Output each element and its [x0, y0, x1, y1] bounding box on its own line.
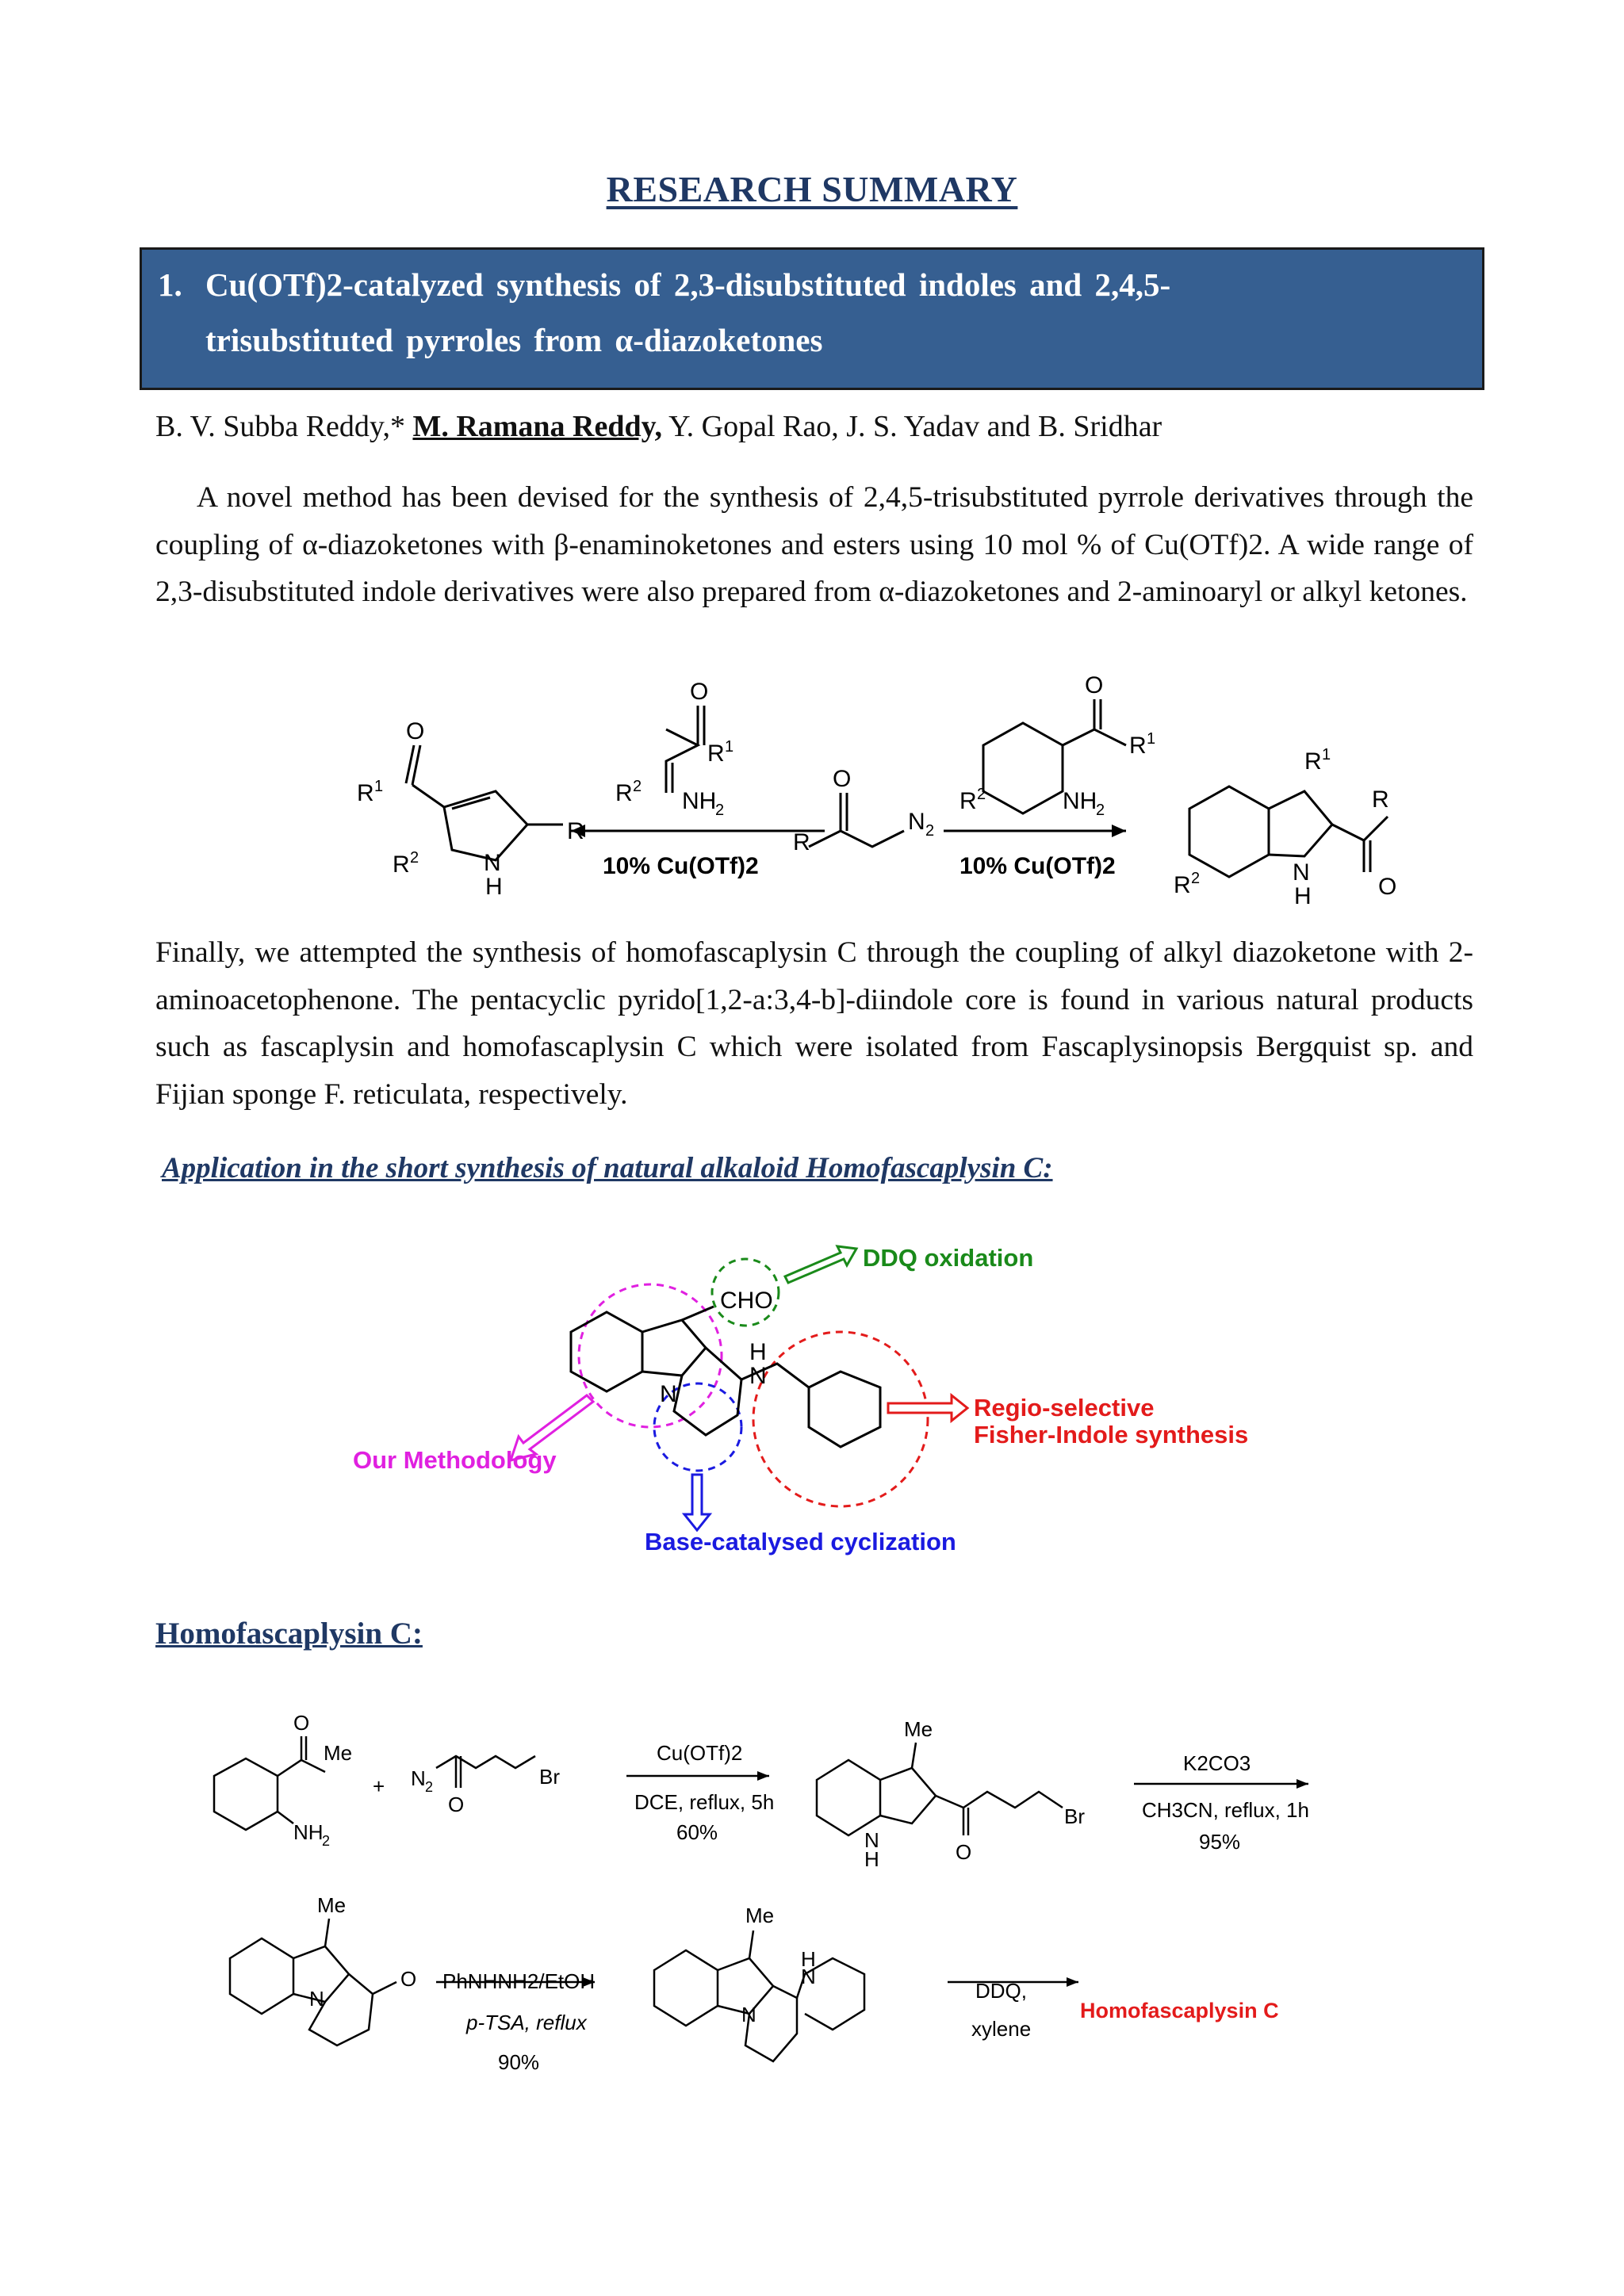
scheme-1 [333, 674, 1443, 912]
svg-text:Br: Br [1064, 1804, 1085, 1828]
svg-text:1: 1 [725, 738, 734, 756]
svg-text:N: N [864, 1828, 879, 1852]
svg-text:1: 1 [1147, 730, 1156, 748]
svg-text:1: 1 [374, 778, 384, 795]
scheme-2 [198, 1681, 1467, 2125]
svg-text:O: O [1378, 874, 1397, 900]
svg-text:O: O [833, 766, 852, 792]
svg-text:R: R [707, 740, 725, 767]
step2-yield: 95% [1199, 1830, 1241, 1854]
author-first: B. V. Subba Reddy,* [155, 410, 405, 443]
svg-text:N: N [660, 1381, 677, 1407]
svg-text:H: H [1294, 883, 1312, 909]
svg-text:NH: NH [682, 788, 717, 814]
svg-text:N: N [411, 1766, 426, 1790]
our-methodology-label: Our Methodology [353, 1446, 557, 1474]
svg-text:2: 2 [425, 1779, 434, 1795]
svg-text:+: + [373, 1774, 385, 1798]
svg-text:R: R [567, 818, 584, 844]
step4-solvent: xylene [971, 2017, 1032, 2041]
catalyst-left: 10% Cu(OTf)2 [603, 853, 759, 879]
svg-text:R: R [1372, 786, 1389, 813]
svg-text:Me: Me [324, 1741, 353, 1765]
svg-text:H: H [864, 1847, 879, 1871]
svg-text:Br: Br [539, 1765, 560, 1789]
svg-text:R: R [615, 780, 633, 806]
svg-text:H: H [801, 1947, 816, 1971]
svg-text:N: N [749, 1363, 767, 1389]
svg-text:N: N [1293, 859, 1310, 886]
step3-conditions: p-TSA, reflux [466, 2011, 587, 2034]
svg-text:R: R [1129, 733, 1147, 759]
step1-reagent: Cu(OTf)2 [657, 1741, 743, 1765]
application-heading: Application in the short synthesis of natural alkaloid Homofascaplysin C: [162, 1152, 1053, 1184]
svg-text:NH: NH [293, 1820, 324, 1844]
svg-text:2: 2 [410, 849, 419, 867]
author-highlighted: M. Ramana Reddy, [412, 410, 663, 443]
svg-text:N: N [801, 1965, 816, 1988]
svg-text:2: 2 [925, 822, 935, 840]
final-product-label: Homofascaplysin C [1080, 1999, 1279, 2022]
svg-text:O: O [956, 1840, 972, 1864]
step3-yield: 90% [498, 2050, 540, 2074]
svg-text:O: O [406, 718, 425, 744]
author-line [155, 409, 1162, 444]
svg-text:R: R [357, 780, 374, 806]
regio-label-1: Regio-selective [974, 1394, 1155, 1422]
svg-text:O: O [400, 1967, 417, 1991]
step1-yield: 60% [676, 1820, 718, 1844]
svg-text:N: N [741, 2003, 756, 2026]
abstract [155, 474, 1473, 616]
svg-text:O: O [690, 679, 709, 705]
svg-text:O: O [293, 1711, 310, 1735]
cho-label: CHO [720, 1288, 773, 1314]
svg-text:N: N [908, 809, 925, 835]
section-banner [140, 247, 1484, 390]
svg-text:N: N [484, 850, 501, 876]
paragraph-2-text: Finally, we attempted the synthesis of homofascaplysin C through the coupling of alkyl diazoketone with 2-aminoacetophenone. The pentacyclic pyrido[1,2-a:3,4-b]-diindole core is found in various natural products such as fascaplysin and homofascaplysin C which were isolated from Fascaplysinopsis Bergquist sp. and Fijian sponge F. reticulata, respectively. [155, 936, 1473, 1111]
page-title: RESEARCH SUMMARY [606, 169, 1018, 209]
svg-text:2: 2 [977, 786, 986, 803]
svg-text:H: H [485, 874, 503, 900]
svg-text:Me: Me [904, 1717, 933, 1741]
svg-text:R: R [393, 851, 410, 878]
catalyst-right: 10% Cu(OTf)2 [959, 853, 1116, 879]
svg-text:R: R [1174, 872, 1191, 898]
svg-text:R: R [793, 829, 810, 855]
svg-text:O: O [448, 1793, 465, 1816]
svg-text:R: R [959, 788, 977, 814]
regio-label-2: Fisher-Indole synthesis [974, 1421, 1249, 1448]
ddq-label: DDQ oxidation [863, 1244, 1034, 1272]
step3-reagent: PhNHNH2/EtOH [442, 1969, 596, 1993]
base-label: Base-catalysed cyclization [645, 1528, 956, 1556]
paragraph-2 [155, 929, 1473, 1118]
svg-text:O: O [1085, 674, 1104, 698]
step2-conditions: CH3CN, reflux, 1h [1142, 1798, 1309, 1822]
step4-reagent: DDQ, [975, 1979, 1027, 2003]
abstract-text: A novel method has been devised for the synthesis of 2,4,5-trisubstituted pyrrole derivatives through the coupling of α-diazoketones with β-enaminoketones and esters using 10 mol % of Cu(OTf)2. A wide range of 2,3-disubstituted indole derivatives were also prepared from α-diazoketones and 2-aminoaryl or alkyl ketones. [155, 481, 1473, 608]
svg-text:H: H [749, 1339, 767, 1365]
section-heading-line1: Cu(OTf)2-catalyzed synthesis of 2,3-disubstituted indoles and 2,4,5- [205, 266, 1171, 303]
svg-text:1: 1 [1322, 746, 1331, 763]
svg-text:2: 2 [715, 802, 725, 819]
section-heading-line2: trisubstituted pyrroles from α-diazoketones [205, 322, 823, 358]
homofascaplysin-heading: Homofascaplysin C: [155, 1617, 423, 1651]
step1-conditions: DCE, reflux, 5h [634, 1790, 775, 1814]
section-number: 1. [158, 266, 182, 303]
svg-text:2: 2 [1191, 870, 1201, 887]
step2-reagent: K2CO3 [1183, 1751, 1251, 1775]
retrosynthesis-diagram [333, 1229, 1364, 1578]
svg-text:2: 2 [322, 1833, 331, 1849]
svg-text:Me: Me [317, 1893, 347, 1917]
svg-text:2: 2 [633, 778, 642, 795]
svg-text:R: R [1304, 748, 1322, 775]
svg-text:N: N [309, 1987, 324, 2011]
author-rest: Y. Gopal Rao, J. S. Yadav and B. Sridhar [668, 410, 1162, 443]
svg-text:Me: Me [745, 1904, 775, 1927]
svg-text:NH: NH [1063, 788, 1097, 814]
svg-text:2: 2 [1096, 802, 1105, 819]
